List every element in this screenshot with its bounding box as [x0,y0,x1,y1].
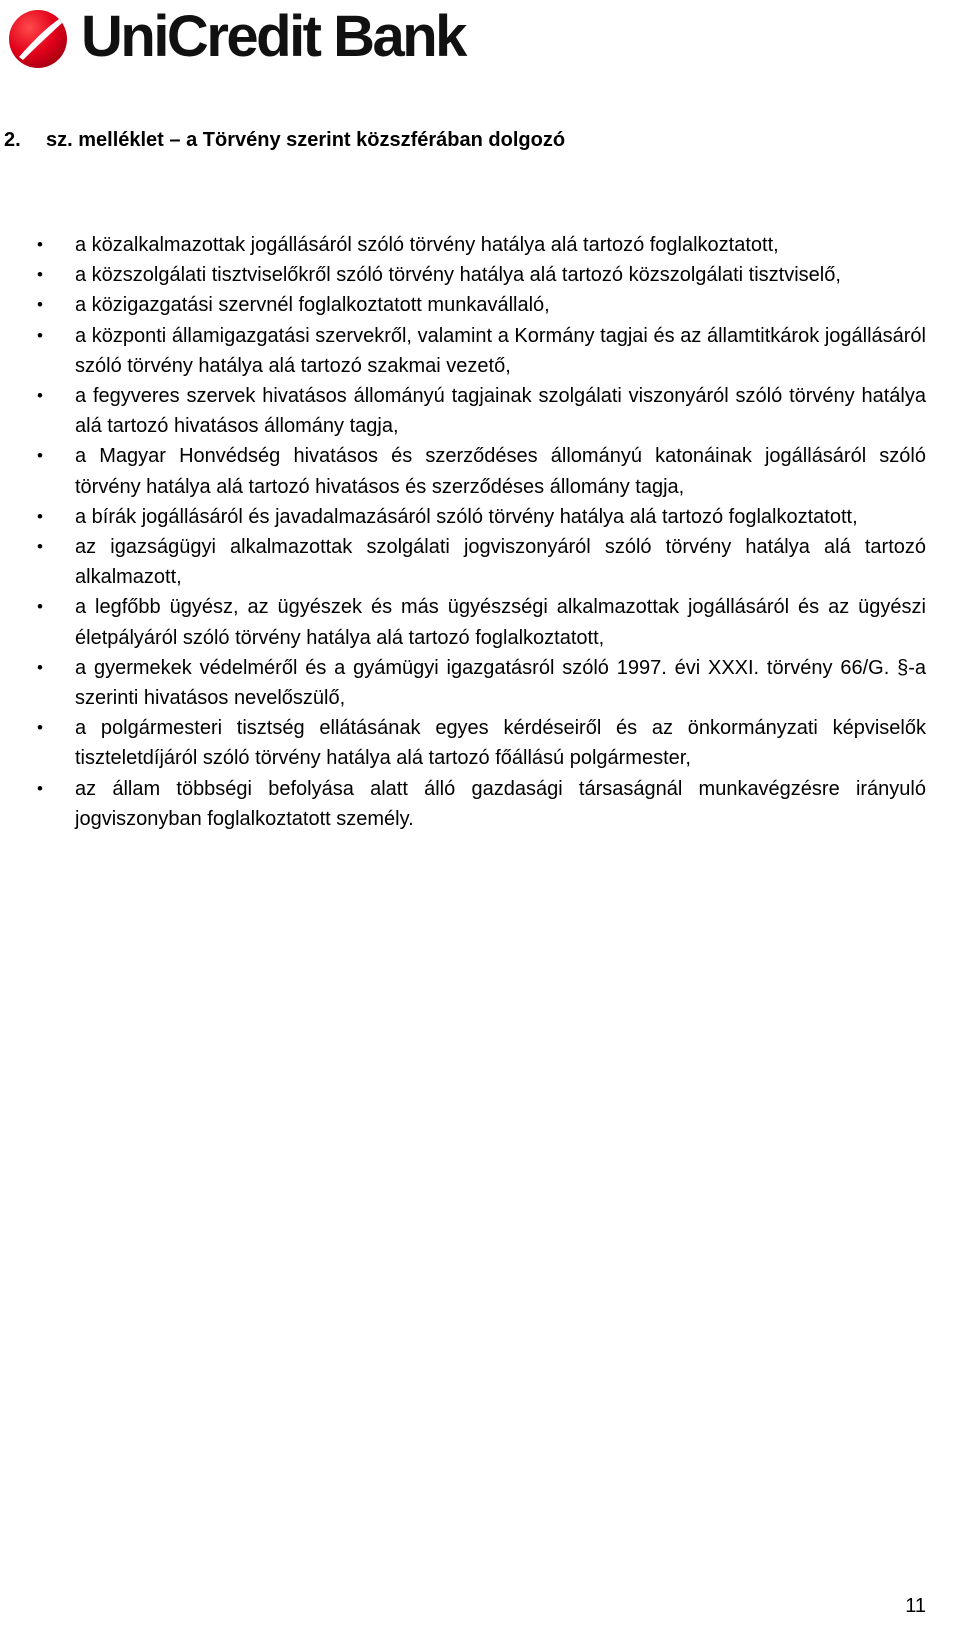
list-item [37,260,926,290]
bullet-icon: • [37,597,43,617]
list-item [37,441,926,501]
list-item-text: a közszolgálati tisztviselőkről szóló törvény hatálya alá tartozó közszolgálati tisztviselő, [75,264,841,287]
bullet-icon: • [37,295,43,315]
list-item [37,230,926,260]
list-item-text: a közigazgatási szervnél foglalkoztatott munkavállaló, [75,294,550,317]
section-heading [4,128,565,152]
bullet-icon: • [37,657,43,677]
list-item [37,502,926,532]
bullet-icon: • [37,506,43,526]
list-item-text: a legfőbb ügyész, az ügyészek és más ügyészségi alkalmazottak jogállásáról és az ügyészi életpályáról szóló törvény hatálya alá tartozó foglalkoztatott, [75,596,926,649]
list-item [37,532,926,592]
items-list [37,230,926,834]
bullet-icon: • [37,778,43,798]
list-item-text: a közalkalmazottak jogállásáról szóló törvény hatálya alá tartozó foglalkoztatott, [75,234,779,256]
list-item-text: a polgármesteri tisztség ellátásának egyes kérdéseiről és az önkormányzati képviselők tiszteletdíjáról szóló törvény hatálya alá tartozó főállású polgármester, [75,717,926,770]
list-item-text: az állam többségi befolyása alatt álló gazdasági társaságnál munkavégzésre irányuló jogviszonyban foglalkoztatott személy. [75,777,926,830]
list-item-text: a gyermekek védelméről és a gyámügyi igazgatásról szóló 1997. évi XXXI. törvény 66/G. §-a szerinti hivatásos nevelőszülő, [75,656,926,710]
list-item-text: a központi államigazgatási szervekről, valamint a Kormány tagjai és az államtitkárok jogállásáról szóló törvény hatálya alá tartozó szakmai vezető, [75,324,926,377]
list-item-text: a fegyveres szervek hivatásos állományú tagjainak szolgálati viszonyáról szóló törvény hatálya alá tartozó hivatásos állomány tagja, [75,385,926,438]
heading-text: sz. melléklet – a Törvény szerint közszférában dolgozó [46,129,566,151]
bullet-icon: • [37,386,43,406]
header-logo [7,4,465,70]
bullet-icon: • [37,718,43,738]
list-item [37,381,926,441]
list-item [37,774,926,834]
list-item-text: a Magyar Honvédség hivatásos és szerződéses állományú katonáinak jogállásáról szóló törvény hatálya alá tartozó hivatásos és szerződéses állomány tagja, [75,445,926,498]
heading-number: 2. [4,129,21,151]
brand-name: UniCredit Bank [81,4,465,69]
list-item [37,713,926,773]
list-item [37,653,926,713]
bullet-icon: • [37,537,43,557]
bullet-icon: • [37,265,43,285]
list-item [37,592,926,652]
list-item [37,321,926,381]
page-number: 11 [905,1595,926,1617]
list-item-text: az igazságügyi alkalmazottak szolgálati jogviszonyáról szóló törvény hatálya alá tartozó alkalmazott, [75,536,926,589]
list-item-text: a bírák jogállásáról és javadalmazásáról szóló törvény hatálya alá tartozó foglalkoztatott, [75,505,858,528]
bullet-icon: • [37,235,43,254]
unicredit-logo-icon [7,8,69,70]
bullet-icon: • [37,446,43,466]
bullet-icon: • [37,325,43,345]
list-item [37,290,926,320]
